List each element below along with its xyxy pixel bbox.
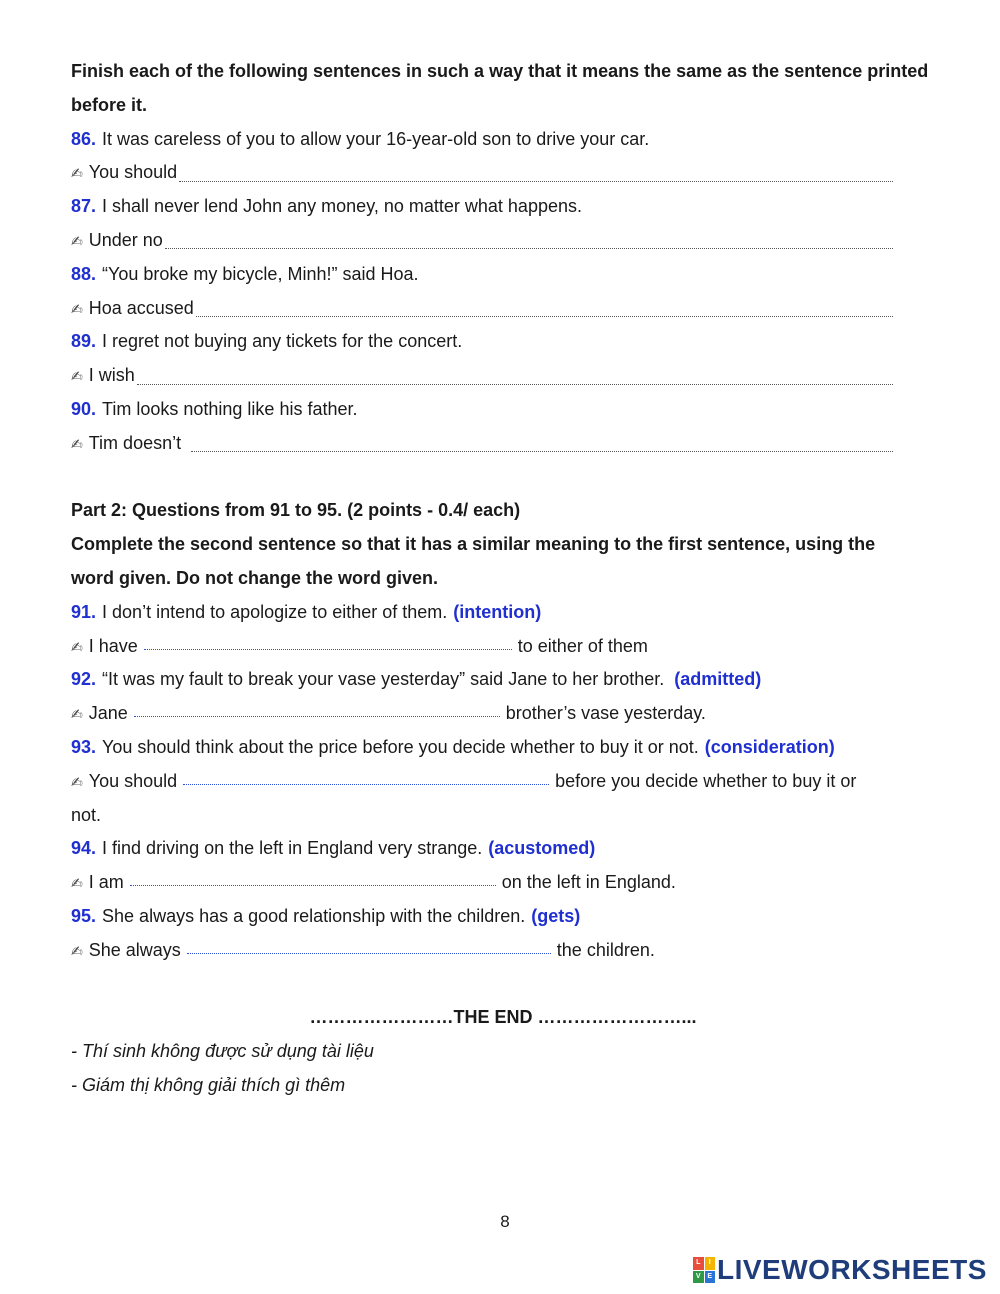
question-94 xyxy=(71,832,931,866)
part2-title: Part 2: Questions from 91 to 95. (2 points - 0.4/ each) xyxy=(71,500,521,521)
pen-icon: ✍ xyxy=(71,876,83,893)
question-sentence: I shall never lend John any money, no matter what happens. xyxy=(102,196,582,217)
question-sentence: Tim looks nothing like his father. xyxy=(102,398,358,419)
instructions2-line-2: word given. Do not change the word given. xyxy=(71,567,439,588)
question-number: 95. xyxy=(71,905,97,926)
question-number: 89. xyxy=(71,331,97,352)
answer-input-86[interactable] xyxy=(179,181,893,182)
answer-row-92 xyxy=(71,697,931,731)
question-number: 92. xyxy=(71,669,97,690)
note-1: - Thí sinh không được sử dụng tài liệu xyxy=(71,1041,374,1062)
answer-row-95 xyxy=(71,934,931,968)
question-91 xyxy=(71,596,931,630)
worksheet-page xyxy=(71,55,931,1103)
answer-input-93[interactable] xyxy=(183,784,549,785)
question-sentence: I find driving on the left in England very strange. xyxy=(102,838,483,859)
keyword: (admitted) xyxy=(674,669,762,690)
question-number: 94. xyxy=(71,838,97,859)
logo-mark-letter: V xyxy=(693,1271,704,1284)
answer-row-87 xyxy=(71,224,893,258)
question-93 xyxy=(71,731,931,765)
answer-after: the children. xyxy=(556,939,655,960)
pen-icon: ✍ xyxy=(71,301,83,318)
pen-icon: ✍ xyxy=(71,639,83,656)
answer-prompt: Hoa accused xyxy=(88,297,194,318)
liveworksheets-logo[interactable] xyxy=(693,1253,987,1287)
answer-row-93 xyxy=(71,765,931,799)
answer-input-89[interactable] xyxy=(137,384,893,385)
answer-input-92[interactable] xyxy=(134,716,500,717)
pen-icon: ✍ xyxy=(71,233,83,250)
instructions-line-1: Finish each of the following sentences in such a way that it means the same as the sentence printed xyxy=(71,61,929,81)
answer-after: before you decide whether to buy it or xyxy=(555,770,857,791)
answer-row-88 xyxy=(71,292,893,326)
pen-icon: ✍ xyxy=(71,166,83,183)
answer-row-89 xyxy=(71,359,893,393)
question-sentence: “You broke my bicycle, Minh!” said Hoa. xyxy=(102,263,419,284)
keyword: (intention) xyxy=(453,601,542,622)
logo-mark-icon xyxy=(693,1257,715,1283)
answer-row-86 xyxy=(71,156,893,190)
pen-icon: ✍ xyxy=(71,707,83,724)
answer-after: to either of them xyxy=(517,635,648,656)
question-sentence: She always has a good relationship with the children. xyxy=(102,905,526,926)
logo-mark-letter: L xyxy=(693,1257,704,1270)
question-number: 88. xyxy=(71,263,97,284)
instructions-line-2: before it. xyxy=(71,94,148,115)
pen-icon: ✍ xyxy=(71,436,83,453)
question-88 xyxy=(71,258,931,292)
answer-row-91 xyxy=(71,630,931,664)
answer-row-93-wrap: not. xyxy=(71,804,102,825)
answer-input-87[interactable] xyxy=(165,248,893,249)
note-2: - Giám thị không giải thích gì thêm xyxy=(71,1074,346,1095)
answer-input-91[interactable] xyxy=(144,649,512,650)
logo-mark-letter: I xyxy=(705,1257,716,1270)
question-86 xyxy=(71,123,931,157)
answer-prompt: I wish xyxy=(88,365,135,386)
question-sentence: “It was my fault to break your vase yesterday” said Jane to her brother. xyxy=(102,669,665,690)
pen-icon: ✍ xyxy=(71,369,83,386)
answer-input-90[interactable] xyxy=(191,451,893,452)
the-end: ……………………THE END ……………………... xyxy=(309,1007,697,1028)
answer-input-88[interactable] xyxy=(196,316,893,317)
logo-text: LIVEWORKSHEETS xyxy=(717,1254,987,1285)
question-sentence: You should think about the price before you decide whether to buy it or not. xyxy=(102,736,699,757)
pen-icon: ✍ xyxy=(71,774,83,791)
answer-before: She always xyxy=(88,939,181,960)
answer-after: on the left in England. xyxy=(501,872,676,893)
question-90 xyxy=(71,393,931,427)
answer-input-95[interactable] xyxy=(187,953,551,954)
page-number: 8 xyxy=(500,1212,510,1231)
pen-icon: ✍ xyxy=(71,943,83,960)
instructions2-line-1: Complete the second sentence so that it has a similar meaning to the first sentence, using the xyxy=(71,534,876,555)
question-number: 90. xyxy=(71,398,97,419)
keyword: (acustomed) xyxy=(488,838,596,859)
question-sentence: I don’t intend to apologize to either of them. xyxy=(102,601,448,622)
answer-before: Jane xyxy=(88,703,128,724)
answer-prompt: You should xyxy=(88,162,178,183)
answer-row-90 xyxy=(71,427,893,461)
question-87 xyxy=(71,190,931,224)
question-number: 93. xyxy=(71,736,97,757)
keyword: (gets) xyxy=(531,905,581,926)
question-number: 86. xyxy=(71,128,97,149)
question-89 xyxy=(71,325,931,359)
answer-prompt: Tim doesn’t xyxy=(88,432,182,453)
question-95 xyxy=(71,900,931,934)
question-92 xyxy=(71,663,931,697)
answer-row-94 xyxy=(71,866,931,900)
question-sentence: I regret not buying any tickets for the concert. xyxy=(102,331,463,352)
answer-input-94[interactable] xyxy=(130,885,496,886)
logo-mark-letter: E xyxy=(705,1271,716,1284)
answer-before: I have xyxy=(88,635,138,656)
answer-prompt: Under no xyxy=(88,229,163,250)
answer-before: I am xyxy=(88,872,124,893)
keyword: (consideration) xyxy=(704,736,835,757)
answer-before: You should xyxy=(88,770,178,791)
question-number: 91. xyxy=(71,601,97,622)
question-number: 87. xyxy=(71,196,97,217)
question-sentence: It was careless of you to allow your 16-year-old son to drive your car. xyxy=(102,128,650,149)
answer-after: brother’s vase yesterday. xyxy=(505,703,706,724)
